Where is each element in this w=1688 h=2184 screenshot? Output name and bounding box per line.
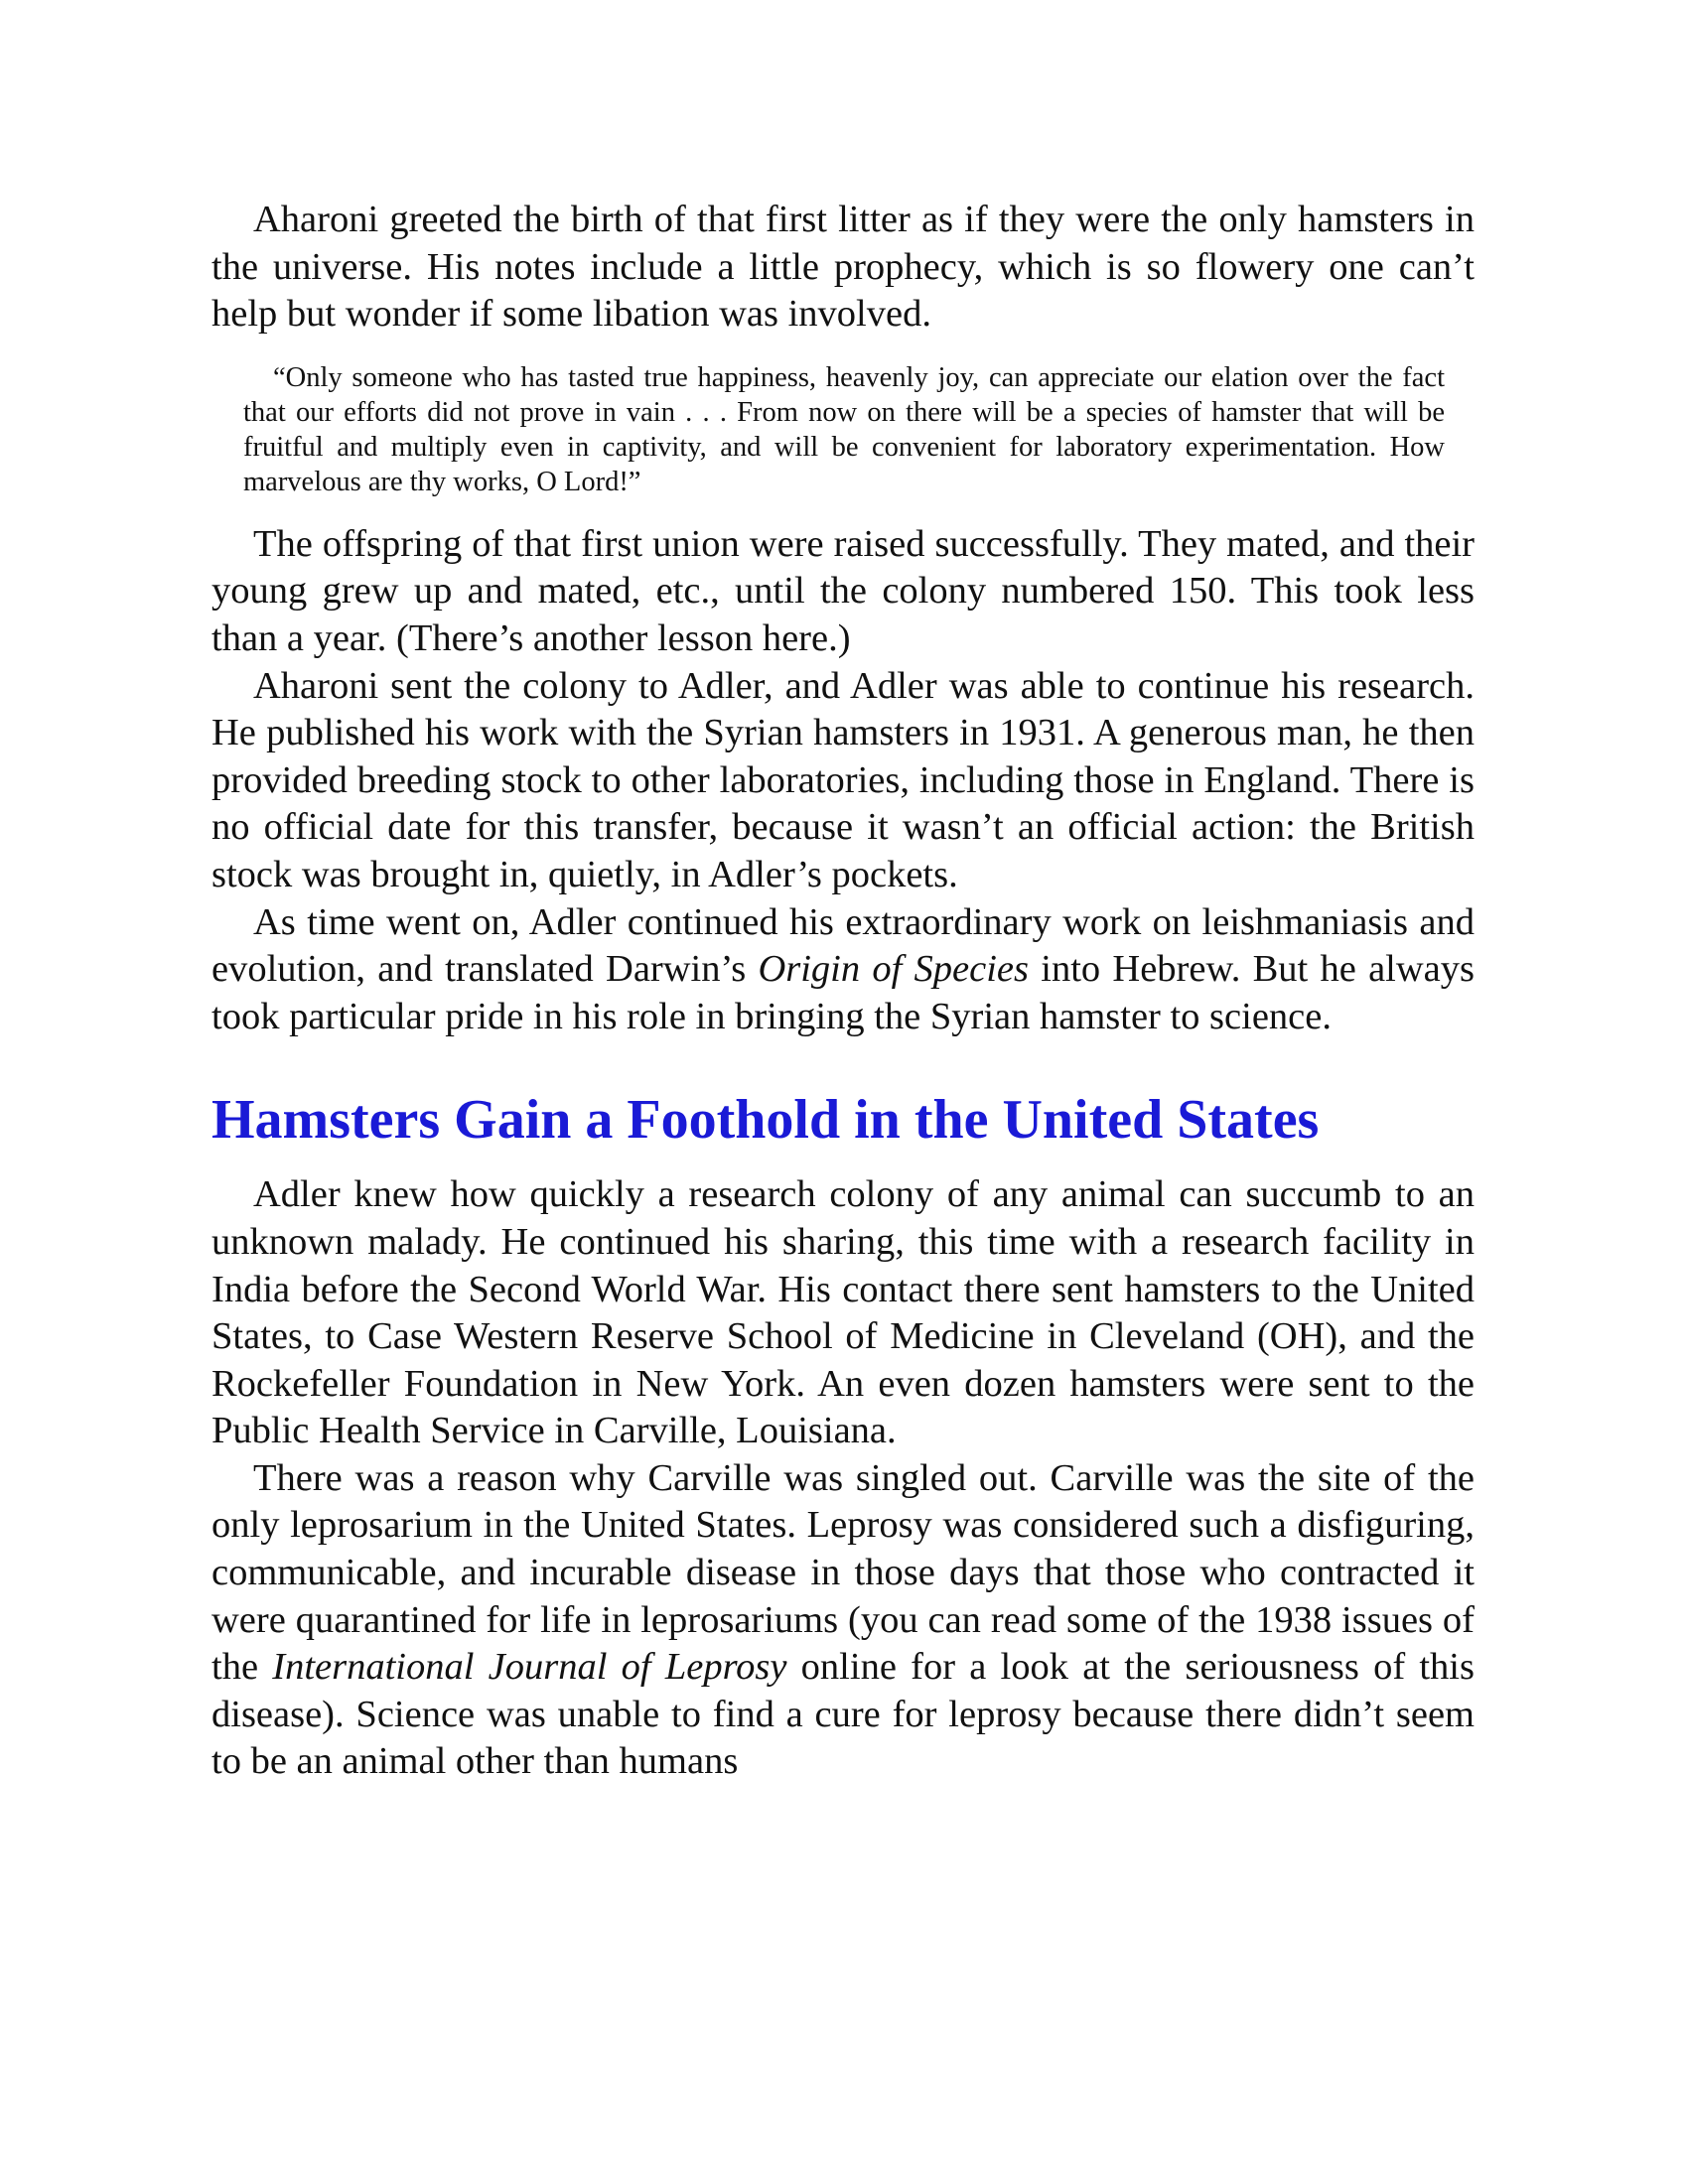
text-run: There was a reason why Carville was singled out. Carville was the site of the only leprosarium in the United States. Leprosy was considered such a disfiguring, communicable, and incurable disease in those days that those who contracted it were quarantined for life in leprosariums (you can read some of the 1938 issues of the (211, 1456, 1475, 1689)
body-paragraph (211, 1455, 1475, 1786)
body-paragraph: The offspring of that first union were raised successfully. They mated, and their young grew up and mated, etc., until the colony numbered 150. This took less than a year. (There’s another lesson here.) (211, 522, 1475, 659)
journal-title: International Journal of Leprosy (272, 1646, 787, 1689)
document-page (211, 197, 1475, 1786)
body-paragraph: Aharoni sent the colony to Adler, and Adler was able to continue his research. He published his work with the Syrian hamsters in 1931. A generous man, he then provided breeding stock to other laboratories, including those in England. There is no official date for this transfer, because it wasn’t an official action: the British stock was brought in, quietly, in Adler’s pockets. (211, 664, 1475, 895)
text-run: into Hebrew. But he always took particular pride in his role in bringing the Syrian hamster to science. (211, 948, 1475, 1037)
text-run: As time went on, Adler continued his extraordinary work on leishmaniasis and evolution, and translated Darwin’s (211, 900, 1475, 991)
section-heading: Hamsters Gain a Foothold in the United States (211, 1089, 1320, 1152)
block-quote: “Only someone who has tasted true happiness, heavenly joy, can appreciate our elation over the fact that our efforts did not prove in vain . . . From now on there will be a species of hamster that will be fruitful and multiply even in captivity, and will be convenient for laboratory experimentation. How marvelous are thy works, O Lord!” (243, 361, 1445, 497)
body-paragraph: Aharoni greeted the birth of that first litter as if they were the only hamsters in the universe. His notes include a little prophecy, which is so flowery one can’t help but wonder if some libation was involved. (211, 199, 1475, 336)
text-run: online for a look at the seriousness of this disease). Science was unable to find a cure for leprosy because there didn’t seem to be an animal other than humans (211, 1646, 1475, 1783)
book-title: Origin of Species (758, 948, 1030, 991)
body-paragraph (211, 899, 1475, 1041)
body-paragraph: Adler knew how quickly a research colony of any animal can succumb to an unknown malady. He continued his sharing, this time with a research facility in India before the Second World War. His contact there sent hamsters to the United States, to Case Western Reserve School of Medicine in Cleveland (OH), and the Rockefeller Foundation in New York. An even dozen hamsters were sent to the Public Health Service in Carville, Louisiana. (211, 1173, 1475, 1452)
